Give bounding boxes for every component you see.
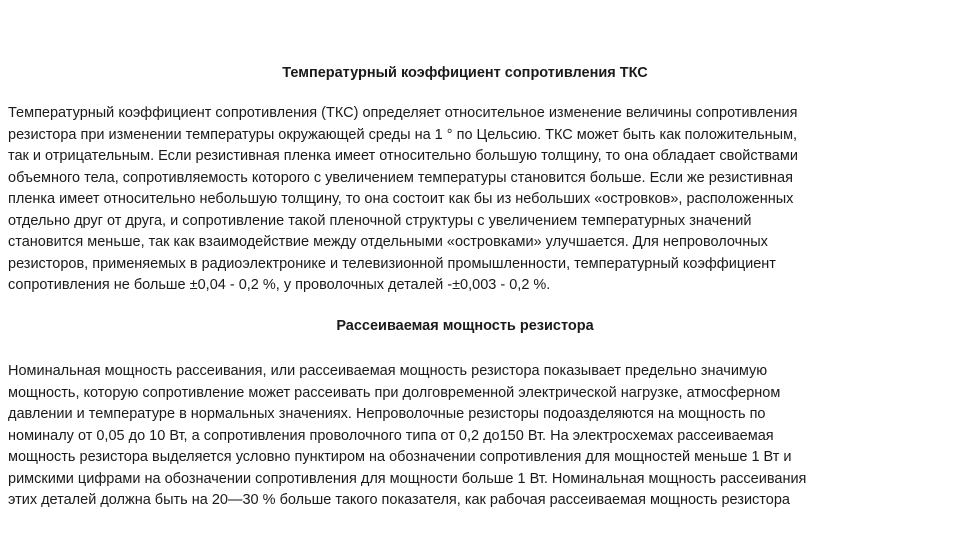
text-line: отдельно друг от друга, и сопротивление такой пленочной структуры с увеличением температурных значений [8,212,752,229]
text-line: сопротивления не больше ±0,04 - 0,2 %, у проволочных деталей -±0,003 - 0,2 %. [8,277,551,293]
text-line: резисторов, применяемых в радиоэлектронике и телевизионной промышленности, температурный коэффициент [8,255,776,272]
text-line: объемного тела, сопротивляемость которого с увеличением температуры становится больше. Если же резистивная [8,169,793,186]
text-line: давлении и температуре в нормальных значениях. Непроволочные резисторы подоазделяются на мощность по [8,406,766,422]
text-line: римскими цифрами на обозначении сопротивления для мощности больше 1 Вт. Номинальная мощность рассеивания [8,470,807,487]
section-heading-power: Рассеиваемая мощность резистора [336,318,594,334]
text-line: номиналу от 0,05 до 10 Вт, а сопротивления проволочного типа от 0,2 до150 Вт. На электросхемах рассеиваемая [8,427,774,444]
text-line: мощность, которую сопротивление может рассеивать при долговременной электрической нагрузке, атмосферном [8,384,781,401]
text-line: пленка имеет относительно небольшую толщину, то она состоит как бы из небольших «островков», расположенных [8,191,794,207]
text-line: так и отрицательным. Если резистивная пленка имеет относительно большую толщину, то она обладает свойствами [8,148,798,164]
text-line: мощность резистора выделяется условно пунктиром на обозначении сопротивления для мощностей меньше 1 Вт и [8,449,792,465]
text-line: Номинальная мощность рассеивания, или рассеиваемая мощность резистора показывает предельно значимую [8,363,768,379]
paragraph-power [8,361,953,512]
text-line: Температурный коэффициент сопротивления (ТКС) определяет относительное изменение величины сопротивления [8,105,798,121]
text-line: резистора при изменении температуры окружающей среды на 1 ° по Цельсию. ТКС может быть как положительным, [8,126,798,143]
section-heading-tks: Температурный коэффициент сопротивления ТКС [282,65,648,81]
paragraph-tks [8,103,953,297]
text-line: становится меньше, так как взаимодействие между отдельными «островками» улучшается. Для непроволочных [8,234,768,250]
text-line: этих деталей должна быть на 20—30 % больше такого показателя, как рабочая рассеиваемая мощность резистора [8,492,790,508]
